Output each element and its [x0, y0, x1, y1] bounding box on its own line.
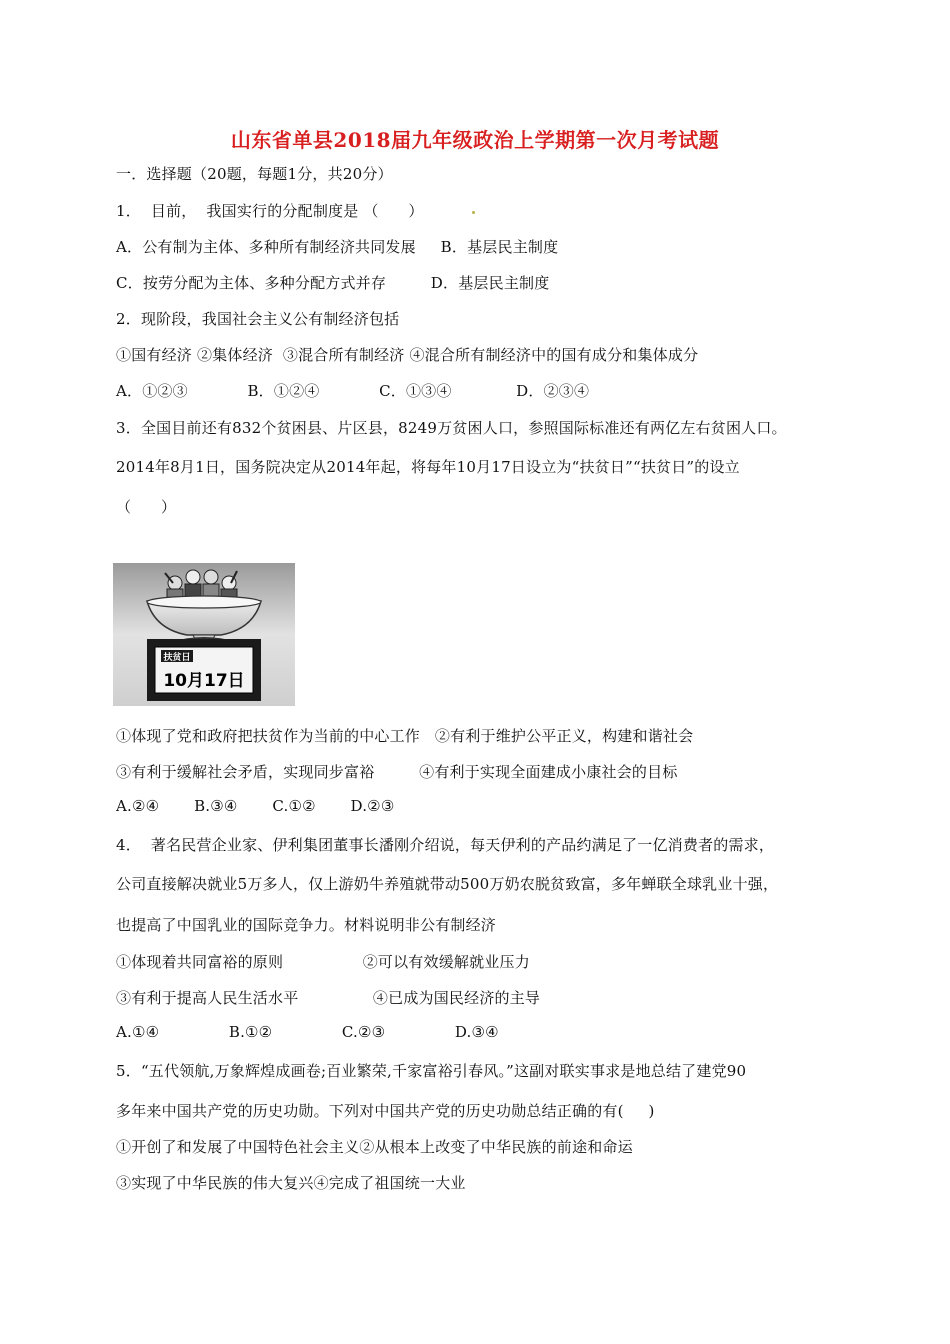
question-3-items-1: ①体现了党和政府把扶贫作为当前的中心工作 ②有利于维护公平正义，构建和谐社会: [116, 727, 694, 745]
question-4-items-2: ③有利于提高人民生活水平 ④已成为国民经济的主导: [116, 989, 541, 1007]
question-2-items: ①国有经济 ②集体经济 ③混合所有制经济 ④混合所有制经济中的国有成分和集体成分: [116, 346, 699, 364]
question-5-items-1: ①开创了和发展了中国特色社会主义②从根本上改变了中华民族的前途和命运: [116, 1138, 633, 1156]
question-3-line-1: 3．全国目前还有832个贫困县、片区县，8249万贫困人口，参照国际标准还有两亿左右贫困人口。: [116, 419, 787, 437]
sign-date: 10月17日: [163, 671, 245, 691]
question-4-items-1: ①体现着共同富裕的原则 ②可以有效缓解就业压力: [116, 953, 530, 971]
section-heading: 一．选择题（20题，每题1分，共20分）: [116, 165, 393, 183]
decorative-dot: [472, 211, 475, 214]
question-4-options: A.①④ B.①② C.②③ D.③④: [116, 1023, 499, 1041]
question-3-line-3: （ ）: [116, 498, 177, 516]
question-4-line-2: 公司直接解决就业5万多人，仅上游奶牛养殖就带动500万奶农脱贫致富，多年蝉联全球乳业十强，: [116, 875, 779, 893]
sign-title: 扶贫日: [163, 653, 191, 663]
question-3-line-2: 2014年8月1日，国务院决定从2014年起，将每年10月17日设立为“扶贫日”“扶贫日”的设立: [116, 458, 740, 476]
question-5-line-2: 多年来中国共产党的历史功勋。下列对中国共产党的历史功勋总结正确的有( ): [116, 1102, 655, 1120]
question-2: 2．现阶段，我国社会主义公有制经济包括: [116, 310, 400, 328]
question-1-options-ab: A．公有制为主体、多种所有制经济共同发展 B．基层民主制度: [116, 238, 559, 256]
question-1: 1． 目前， 我国实行的分配制度是 （ ）: [116, 202, 424, 220]
question-3-options: A.②④ B.③④ C.①② D.②③: [116, 797, 395, 815]
poverty-day-illustration: [113, 563, 295, 706]
page-title: 山东省单县2018届九年级政治上学期第一次月考试题: [230, 128, 720, 152]
question-4-line-3: 也提高了中国乳业的国际竞争力。材料说明非公有制经济: [116, 916, 497, 934]
question-3-items-2: ③有利于缓解社会矛盾，实现同步富裕 ④有利于实现全面建成小康社会的目标: [116, 763, 678, 781]
question-1-options-cd: C．按劳分配为主体、多种分配方式并存 D．基层民主制度: [116, 274, 550, 292]
question-5-items-2: ③实现了中华民族的伟大复兴④完成了祖国统一大业: [116, 1174, 466, 1192]
question-5-line-1: 5．“五代领航,万象辉煌成画卷;百业繁荣,千家富裕引春风。”这副对联实事求是地总结了建党90: [116, 1062, 747, 1080]
question-2-options: A．①②③ B．①②④ C．①③④ D．②③④: [116, 382, 590, 400]
question-4-line-1: 4． 著名民营企业家、伊利集团董事长潘刚介绍说，每天伊利的产品约满足了一亿消费者的需求，: [116, 836, 775, 854]
